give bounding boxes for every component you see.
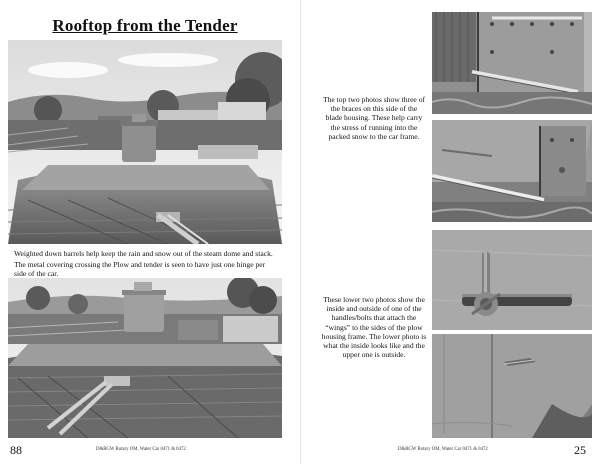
brace-photo-1 (432, 12, 592, 114)
page-number-left: 88 (10, 443, 22, 457)
rooftop-photo-top (8, 40, 282, 244)
page-number-right: 25 (574, 443, 586, 457)
rooftop-photo-bottom (8, 278, 282, 438)
braces-caption: The top two photos show three of the braces on this side of the blade housing. These help carry the stress of running into the packed snow to the car frame. (322, 95, 426, 141)
rooftop-photo-bottom-image (8, 278, 282, 438)
handle-outside-photo-image (432, 230, 592, 330)
brace-photo-2 (432, 120, 592, 222)
rooftop-photo-top-image (8, 40, 282, 244)
handle-inside-photo-image (432, 334, 592, 438)
handle-outside-photo (432, 230, 592, 330)
page-gutter (300, 0, 301, 464)
brace-photo-2-image (432, 120, 592, 222)
handle-inside-photo (432, 334, 592, 438)
rooftop-caption-1: Weighted down barrels help keep the rain and snow out of the steam dome and stack. (14, 249, 273, 258)
footer-text-left: D&RGW Rotary OM, Water Car 0471 & 0472 (96, 447, 186, 452)
rooftop-caption-2: The metal covering crossing the Plow and tender is seen to have just one hinge per side of the car. (14, 260, 266, 279)
footer-text-right: D&RGW Rotary OM, Water Car 0471 & 0472 (398, 447, 488, 452)
brace-photo-1-image (432, 12, 592, 114)
handles-caption: These lower two photos show the inside and outside of one of the handles/bolts that attach the “wings” to the sides of the plow housing frame. The lower photo is what the inside looks like and the upper one is outside. (321, 295, 427, 360)
page-title: Rooftop from the Tender (52, 16, 238, 35)
